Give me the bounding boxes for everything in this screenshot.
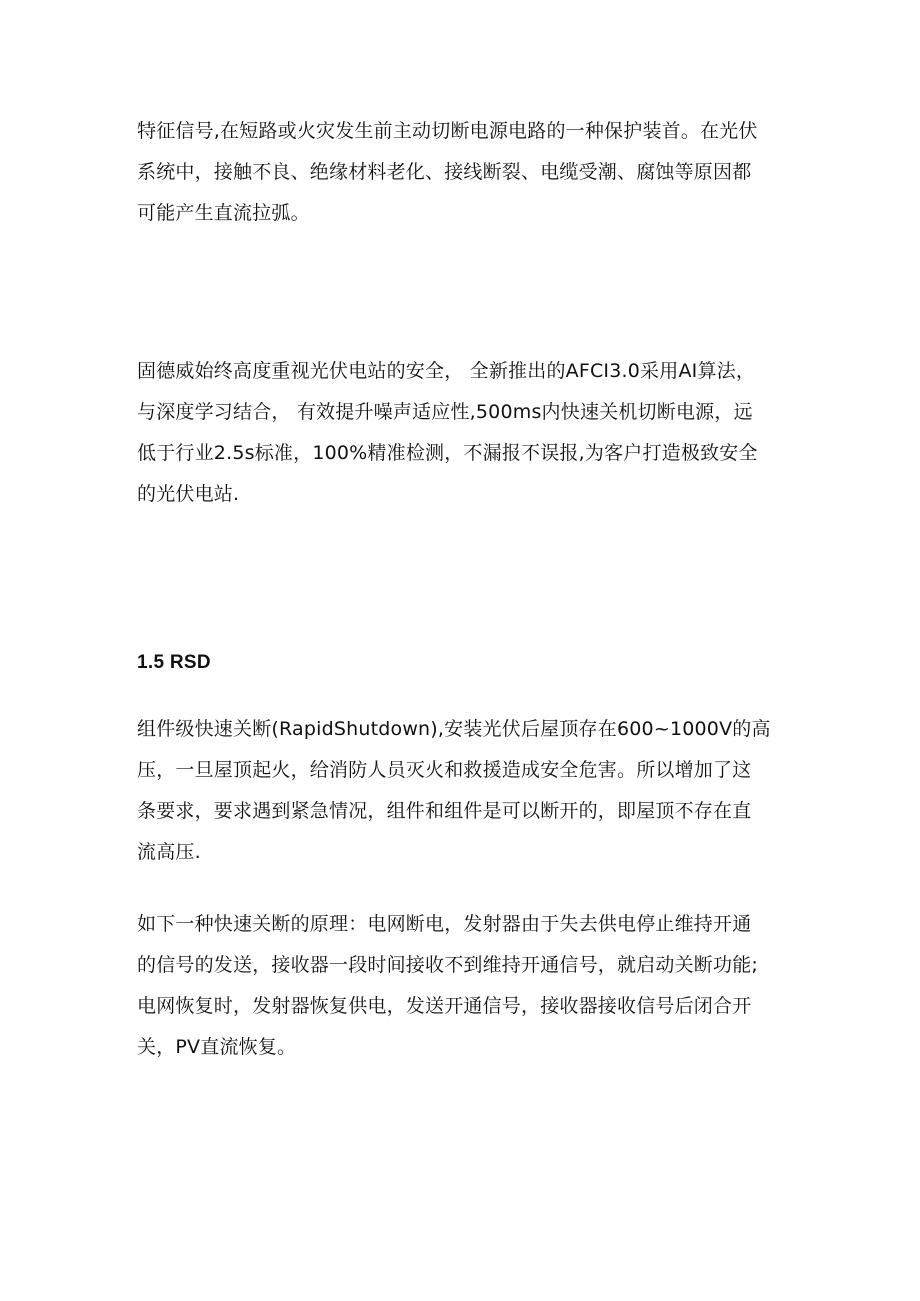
paragraph-arc-fault [137, 115, 787, 229]
paragraph-line: 关，PV直流恢复。 [137, 1036, 297, 1058]
paragraph-line: 的信号的发送，接收器一段时间接收不到维持开通信号，就启动关断功能; [137, 954, 759, 976]
paragraph-line: 低于行业2.5s标准，100%精准检测，不漏报不误报,为客户打造极致安全 [137, 442, 758, 464]
paragraph-line: 可能产生直流拉弧。 [137, 202, 310, 224]
paragraph-line: 特征信号,在短路或火灾发生前主动切断电源电路的一种保护装首。在光伏 [137, 120, 758, 142]
section-heading: 1.5 RSD [137, 652, 211, 673]
paragraph-line: 组件级快速关断(RapidShutdown),安装光伏后屋顶存在600~1000V的高 [137, 718, 771, 740]
paragraph-rapid-shutdown [137, 713, 787, 868]
paragraph-line: 流高压. [137, 841, 201, 863]
paragraph-line: 的光伏电站. [137, 483, 240, 505]
paragraph-line: 固德威始终高度重视光伏电站的安全， 全新推出的AFCI3.0采用AI算法， [137, 360, 756, 382]
paragraph-line: 压，一旦屋顶起火，给消防人员灭火和救援造成安全危害。所以增加了这 [137, 759, 752, 781]
paragraph-line: 与深度学习结合， 有效提升噪声适应性,500ms内快速关机切断电源，远 [137, 401, 753, 423]
paragraph-afci [137, 355, 787, 510]
paragraph-shutdown-principle [137, 908, 787, 1063]
paragraph-line: 条要求，要求遇到紧急情况，组件和组件是可以断开的，即屋顶不存在直 [137, 800, 752, 822]
paragraph-line: 系统中，接触不良、绝缘材料老化、接线断裂、电缆受潮、腐蚀等原因都 [137, 161, 752, 183]
paragraph-line: 如下一种快速关断的原理：电网断电，发射器由于失去供电停止维持开通 [137, 913, 752, 935]
paragraph-line: 电网恢复时，发射器恢复供电，发送开通信号，接收器接收信号后闭合开 [137, 995, 752, 1017]
